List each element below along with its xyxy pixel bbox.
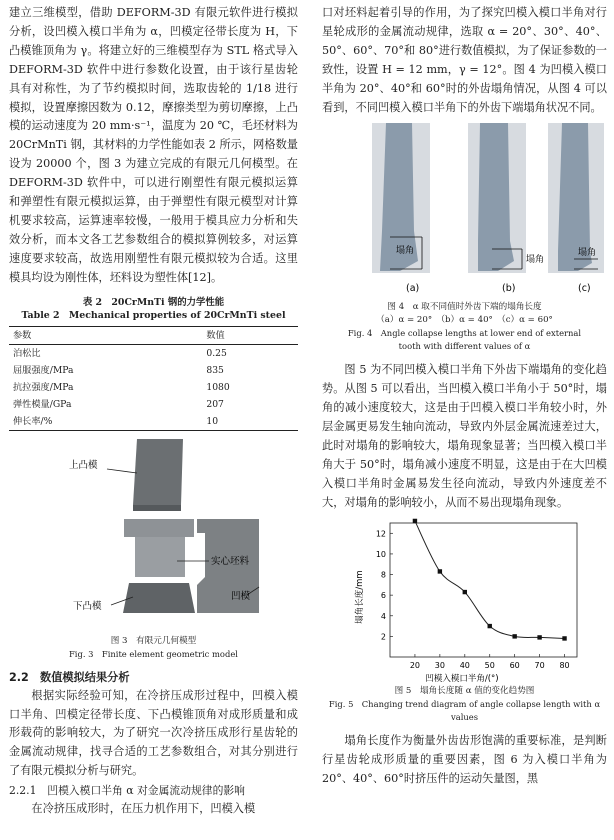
- table-2-title-cn: 表 2 20CrMnTi 钢的力学性能: [82, 296, 225, 308]
- table-cell: 抗拉强度/MPa: [13, 381, 74, 393]
- billet-top: [124, 519, 194, 537]
- fig4-caption-cn: 图 4 α 取不同值时外齿下端的塌角长度: [387, 302, 542, 313]
- table-row: [9, 362, 298, 379]
- header-parameter: 参数: [13, 329, 32, 341]
- table-header-row: [9, 326, 298, 344]
- fig4-caption-en-1: Fig. 4 Angle collapse lengths at lower end of external: [347, 328, 582, 339]
- data-point: [512, 634, 516, 638]
- leader-line: [107, 469, 137, 473]
- x-tick-label: 80: [559, 660, 570, 670]
- fig3-fem-model-diagram: [9, 437, 298, 633]
- table-cell: 泊松比: [13, 347, 41, 359]
- y-tick-label: 12: [375, 528, 386, 538]
- table-2-title-en: Table 2 Mechanical properties of 20CrMnTi steel: [21, 309, 286, 321]
- fig5-caption-cn: 图 5 塌角长度随 α 值的变化趋势图: [394, 685, 535, 696]
- paragraph-collapse-length: 塌角长度作为衡量外齿齿形饱满的重要标准，是判断行星齿轮成形质量的重要因素，图 6 为入模口半角为 20°、40°、60°时挤压件的运动矢量图，黑: [322, 733, 607, 785]
- data-point: [562, 636, 566, 640]
- fig3-caption-cn: 图 3 有限元几何模型: [110, 635, 197, 646]
- billet-body: [135, 537, 185, 577]
- table-cell: 835: [206, 364, 224, 376]
- label-lower-punch: 下凸模: [73, 600, 102, 612]
- fig5-line-chart: [322, 517, 607, 685]
- table-cell: 1080: [206, 381, 230, 393]
- collapse-label-c: 塌角: [578, 248, 597, 259]
- data-point: [413, 518, 417, 522]
- table-cell: 屈服强度/MPa: [13, 364, 74, 376]
- fig4-panel-c: [548, 123, 604, 294]
- table-cell: 0.25: [206, 347, 227, 359]
- y-tick-label: 2: [380, 632, 386, 642]
- x-tick-label: 20: [409, 660, 421, 670]
- panel-letter-c: (c): [578, 283, 591, 295]
- plot-frame: [390, 523, 577, 657]
- fig4-panel-a: [372, 123, 430, 294]
- fig4-caption-en-2: tooth with different values of α: [398, 341, 531, 352]
- y-axis-label: 塌角长度/mm: [355, 569, 365, 624]
- paragraph-model-setup: 建立三维模型，借助 DEFORM-3D 有限元软件进行模拟分析，设凹模入模口半角为 α，凹模定径带长度为 H，下凸模锥顶角为 γ。将建立好的三维模型存为 STL 格式导入 DEFORM-3D 软件中进行参数化设置，由于该行星齿轮具有对称性，为了节约模拟时间，选取齿轮的 1/18 进行模拟，设置摩擦因数为 0.12，摩擦类型为剪切摩擦，上凸模的运动速度为 20 mm·s⁻¹，温度为 20 ℃，毛坯材料为 20CrMnTi 钢，其材料的力学性能如表 2 所示，网格数量设为 20000 个，图 3 为建立完成的有限元几何模型。在 DEFORM-3D 软件中，可以进行刚塑性有限元模拟运算和弹塑性有限元模拟运算，由于弹塑性有限元模型对计算机要求较高，运算速率较慢，一般用于模具应力分析和失效分析，而本文各工艺参数组合的模拟算例较多，对运算速度要求较高，故选用刚塑性有限元模拟较为合适。这里模具均设为刚性体，坯料设为塑性体[12]。: [9, 6, 298, 284]
- x-tick-label: 40: [459, 660, 470, 670]
- table-row: [9, 379, 298, 396]
- table-cell: 10: [206, 415, 219, 427]
- chart-marks: [413, 518, 567, 640]
- right-column: [322, 4, 607, 788]
- paragraph-die-angle-start: 在冷挤压成形时，在压力机作用下，凹模入模: [31, 802, 256, 816]
- mechanical-properties-table: [9, 326, 298, 431]
- table-2-block: [9, 296, 298, 431]
- table-row: [9, 413, 298, 431]
- fig4-subcaption-cn: （a）α = 20° （b）α = 40° （c）α = 60°: [376, 315, 553, 326]
- fig5-caption-en: Fig. 5 Changing trend diagram of angle collapse length with α values: [328, 698, 601, 722]
- series-line: [415, 521, 565, 639]
- left-column: [9, 4, 298, 819]
- subsection-heading-2-2-1: 2.2.1 凹模入模口半角 α 对金属流动规律的影响: [9, 784, 245, 798]
- fig3-caption-en: Fig. 3 Finite element geometric model: [69, 648, 238, 659]
- lower-punch-shape: [123, 583, 195, 613]
- header-value: 数值: [206, 329, 225, 341]
- collapse-label-b: 塌角: [526, 255, 545, 266]
- y-tick-label: 6: [380, 590, 386, 600]
- data-point: [463, 590, 467, 594]
- table-cell: 伸长率/%: [13, 415, 53, 427]
- collapse-label-a: 塌角: [396, 246, 415, 257]
- table-cell: 207: [206, 398, 224, 410]
- label-billet: 实心坯料: [211, 555, 250, 567]
- x-tick-label: 30: [434, 660, 445, 670]
- table-row: [9, 344, 298, 362]
- fig4-panel-b: [468, 123, 526, 294]
- upper-punch-edge: [133, 505, 181, 511]
- data-point: [488, 624, 492, 628]
- x-tick-label: 70: [534, 660, 545, 670]
- label-upper-punch: 上凸模: [69, 459, 98, 471]
- paragraph-die-angle-cont: 口对坯料起着引导的作用，为了探究凹模入模口半角对行星轮成形的金属流动规律，选取 α = 20°、30°、40°、50°、60°、70°和 80°进行数值模拟，为了保证参数的一致性，设置 H = 12 mm，γ = 12°。图 4 为凹模入模口半角为 20°、40°和 60°时的外齿塌角情况，从图 4 可以看到，不同凹模入模口半角下的外齿下端塌角状况不同。: [322, 6, 607, 114]
- panel-letter-b: (b): [502, 283, 516, 295]
- table-row: [9, 396, 298, 413]
- y-tick-label: 4: [380, 611, 386, 621]
- y-tick-label: 8: [380, 570, 386, 580]
- x-tick-label: 60: [509, 660, 520, 670]
- data-point: [537, 635, 541, 639]
- label-die: 凹模: [231, 590, 251, 602]
- panel-letter-a: (a): [406, 283, 420, 295]
- upper-punch-shape: [133, 439, 183, 505]
- chart-axes: [376, 523, 577, 670]
- paragraph-results-intro: 根据实际经验可知，在冷挤压成形过程中，凹模入模口半角、凹模定径带长度、下凸模锥顶角对成形质量和成形载荷的影响较大，为了研究一次冷挤压成形行星齿轮的金属流动规律，找寻合适的工艺参数组合，对其分别进行了有限元模拟分析与研究。: [9, 688, 298, 778]
- fig4-collapse-images: [322, 121, 607, 301]
- x-tick-label: 50: [484, 660, 495, 670]
- x-axis-label: 凹模入模口半角/(°): [425, 673, 499, 684]
- y-tick-label: 10: [375, 549, 386, 559]
- paragraph-fig5-analysis: 图 5 为不同凹模入模口半角下外齿下端塌角的变化趋势。从图 5 可以看出，当凹模入模口半角小于 50°时，塌角的减小速度较大，这是由于凹模入模口半角较小时，外层金属更易发生轴向流动，导致内外层金属流速差过大，此时对塌角的影响较大，塌角现象显著；当凹模入模口半角大于 50°时，塌角减小速度不明显，这是由于在大凹模入模口半角时金属易发生径向流动，导致内外速度差不大，对塌角的影响较小，从而不易出现塌角现象。: [322, 363, 607, 509]
- section-heading-2-2: 2.2 数值模拟结果分析: [9, 670, 130, 684]
- data-point: [438, 569, 442, 573]
- table-cell: 弹性模量/GPa: [13, 398, 72, 410]
